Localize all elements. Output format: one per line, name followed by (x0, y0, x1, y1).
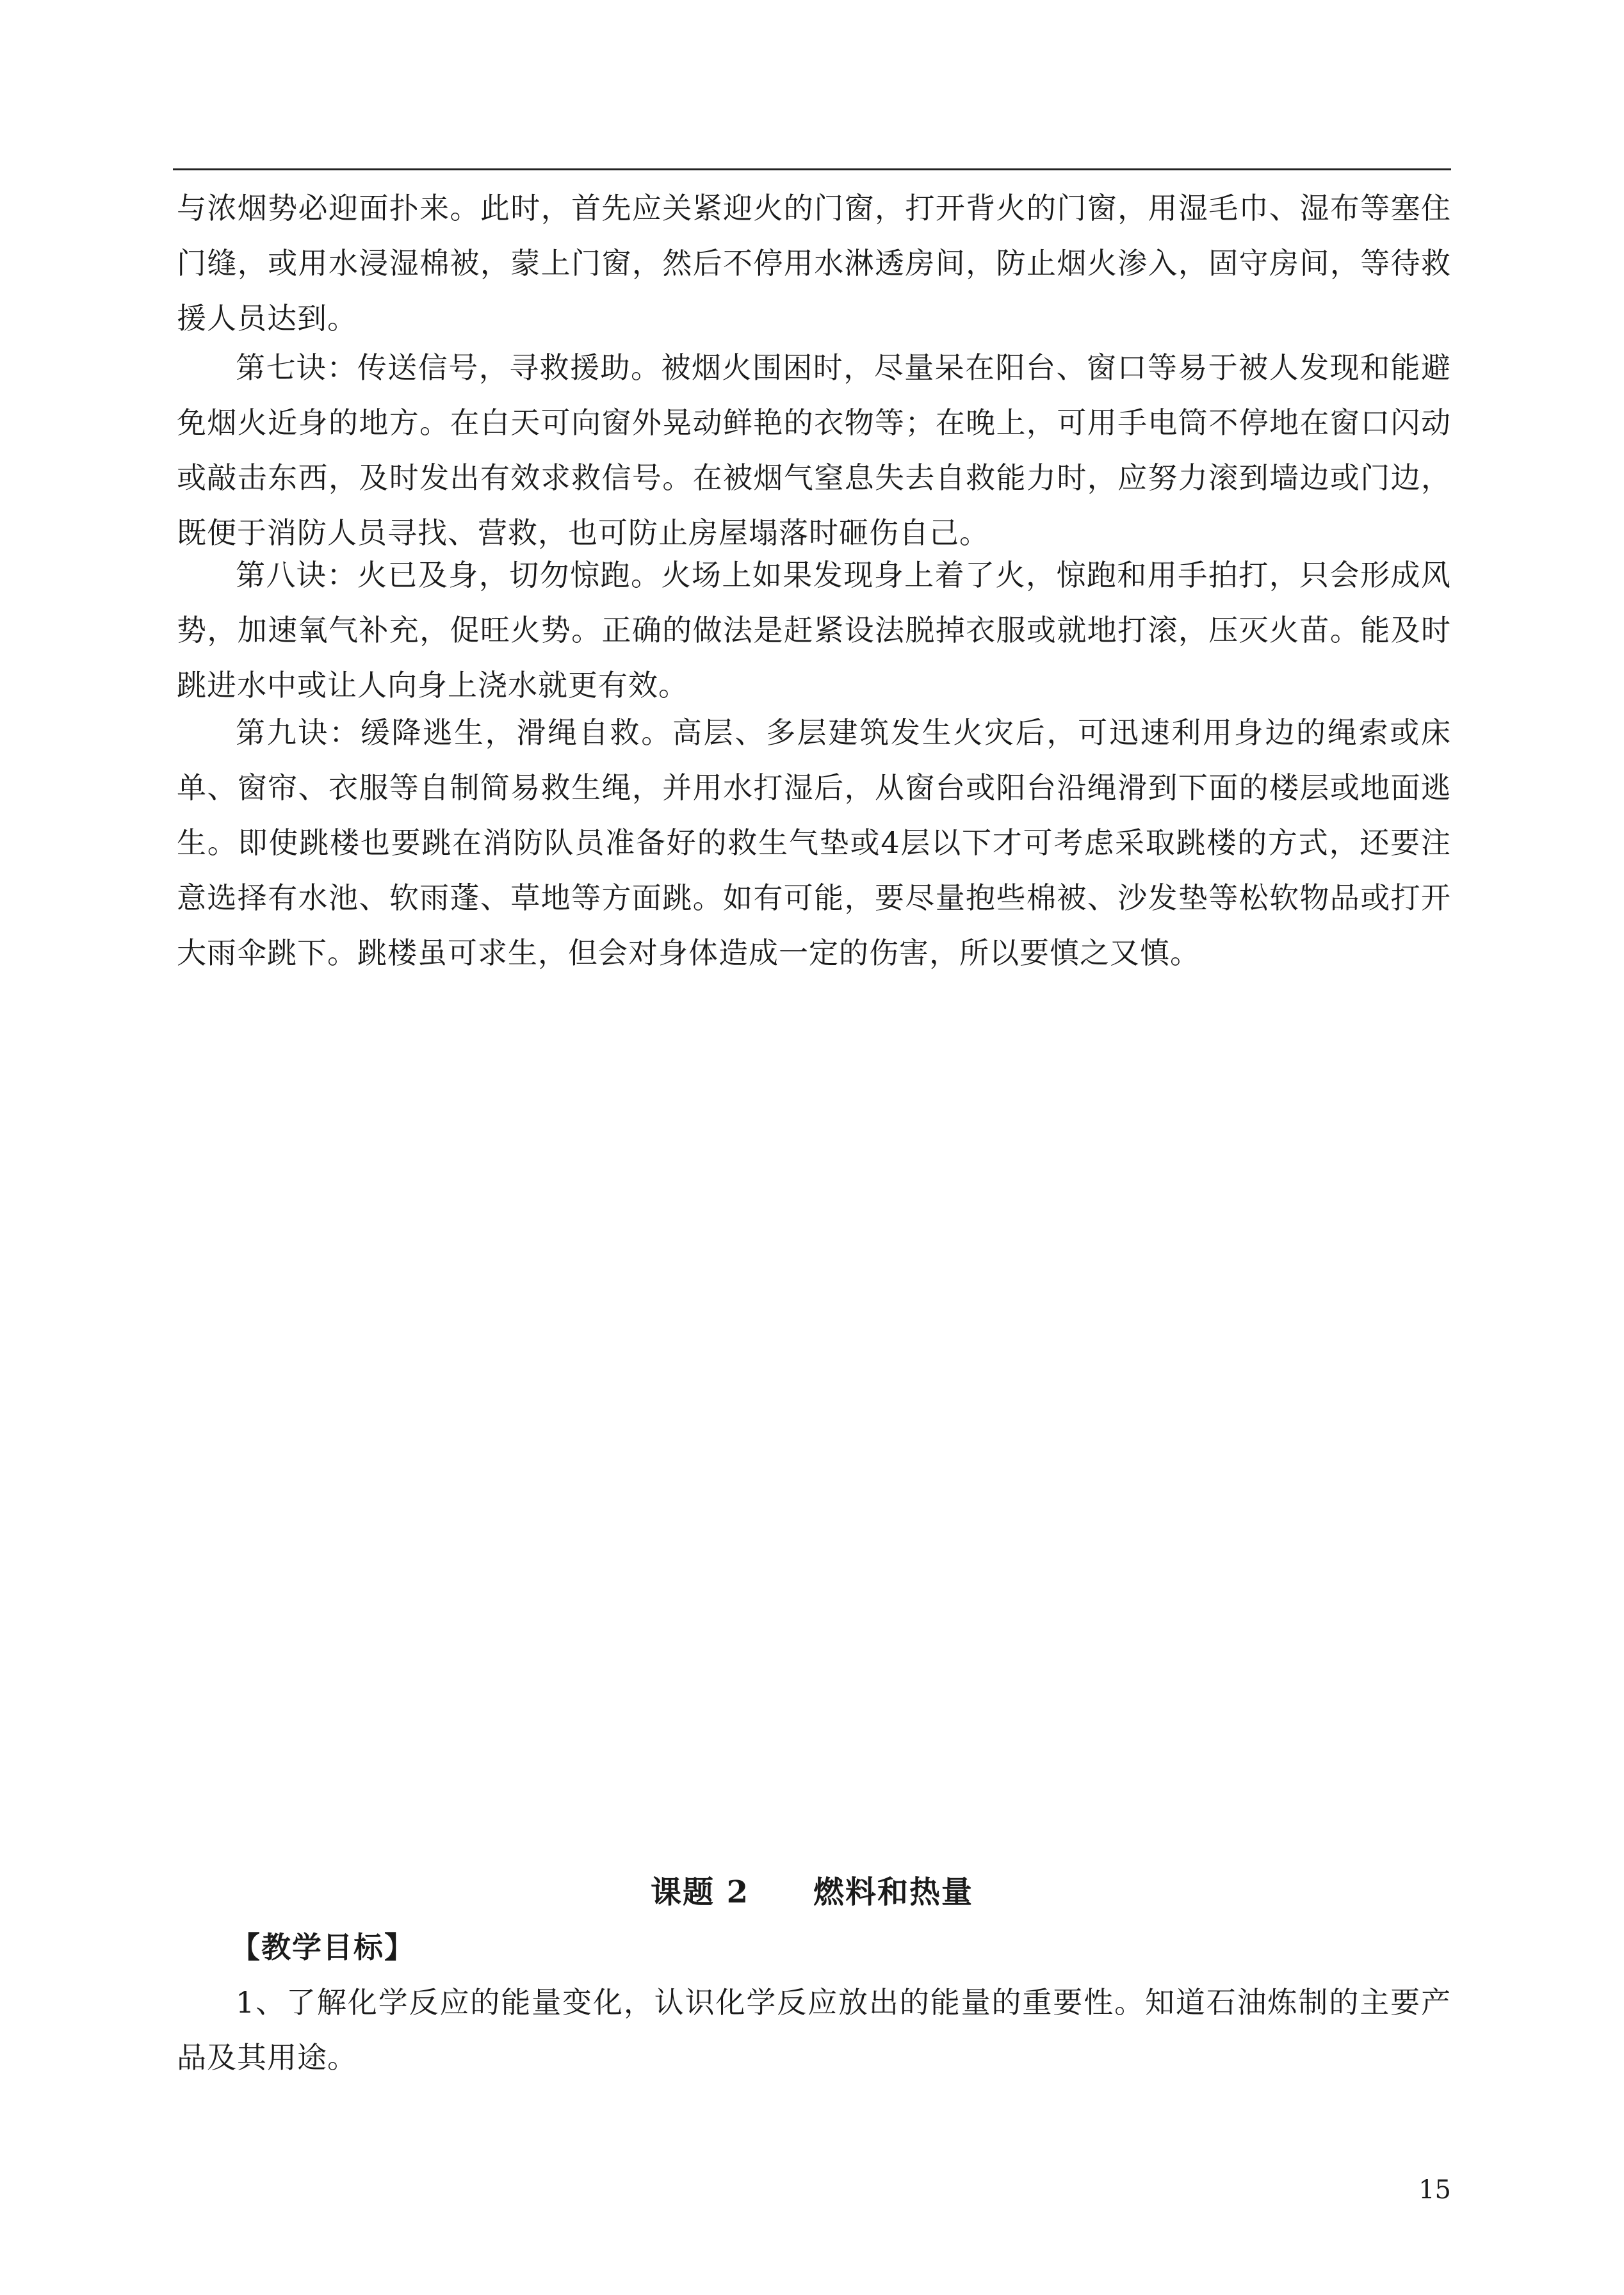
page-number: 15 (1418, 2175, 1451, 2205)
paragraph-continued: 与浓烟势必迎面扑来。此时，首先应关紧迎火的门窗，打开背火的门窗，用湿毛巾、湿布等塞住门缝，或用水浸湿棉被，蒙上门窗，然后不停用水淋透房间，防止烟火渗入，固守房间，等待救援人员达到。 (177, 191, 1451, 336)
paragraph-ninth-tip: 第九诀：缓降逃生，滑绳自救。高层、多层建筑发生火灾后，可迅速利用身边的绳索或床单、窗帘、衣服等自制简易救生绳，并用水打湿后，从窗台或阳台沿绳滑到下面的楼层或地面逃生。即使跳楼也要跳在消防队员准备好的救生气垫或4层以下才可考虑采取跳楼的方式，还要注意选择有水池、软雨蓬、草地等方面跳。如有可能，要尽量抱些棉被、沙发垫等松软物品或打开大雨伞跳下。跳楼虽可求生，但会对身体造成一定的伤害，所以要慎之又慎。 (177, 715, 1451, 970)
paragraph-seventh-tip: 第七诀：传送信号，寻救援助。被烟火围困时，尽量呆在阳台、窗口等易于被人发现和能避免烟火近身的地方。在白天可向窗外晃动鲜艳的衣物等；在晚上，可用手电筒不停地在窗口闪动或敲击东西，及时发出有效求救信号。在被烟气窒息失去自救能力时，应努力滚到墙边或门边，既便于消防人员寻找、营救，也可防止房屋塌落时砸伤自己。 (177, 350, 1451, 550)
header-rule (173, 168, 1451, 170)
objective-item: 1、了解化学反应的能量变化，认识化学反应放出的能量的重要性。知道石油炼制的主要产品及其用途。 (177, 1985, 1451, 2075)
objectives-heading: 【教学目标】 (231, 1930, 415, 1965)
paragraph-eighth-tip: 第八诀：火已及身，切勿惊跑。火场上如果发现身上着了火，惊跑和用手拍打，只会形成风势，加速氧气补充，促旺火势。正确的做法是赶紧设法脱掉衣服或就地打滚，压灭火苗。能及时跳进水中或让人向身上浇水就更有效。 (177, 558, 1451, 702)
section-title: 课题 2 燃料和热量 (650, 1874, 974, 1910)
